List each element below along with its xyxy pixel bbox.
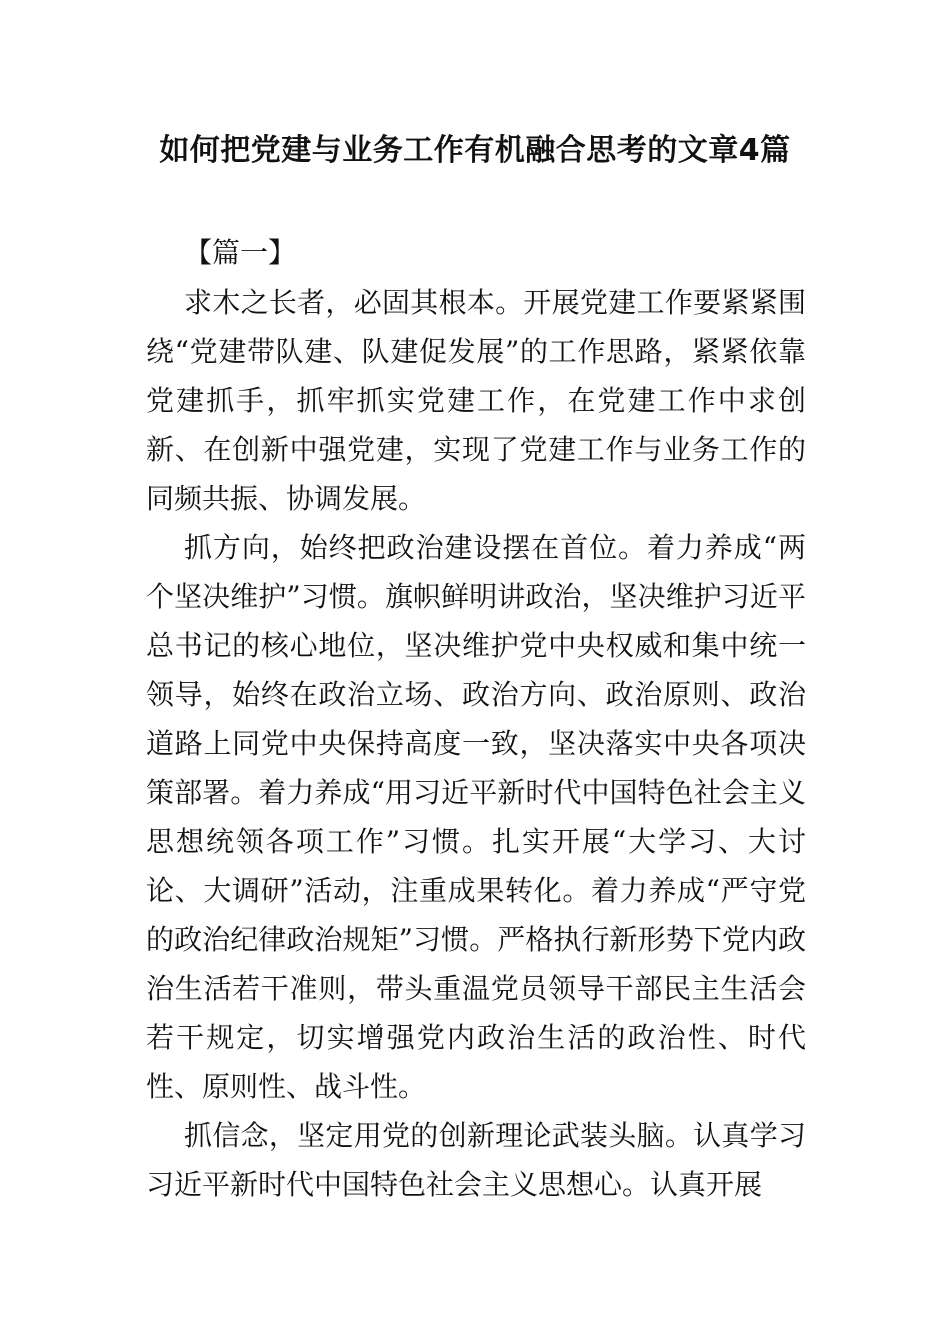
document-title: 如何把党建与业务工作有机融合思考的文章4篇	[159, 133, 791, 168]
document-body	[146, 228, 806, 1209]
paragraph-2: 抓方向，始终把政治建设摆在首位。着力养成“两个坚决维护”习惯。旗帜鲜明讲政治，坚决维护习近平总书记的核心地位，坚决维护党中央权威和集中统一领导，始终在政治立场、政治方向、政治原则、政治道路上同党中央保持高度一致，坚决落实中央各项决策部署。着力养成“用习近平新时代中国特色社会主义思想统领各项工作”习惯。扎实开展“大学习、大讨论、大调研”活动，注重成果转化。着力养成“严守党的政治纪律政治规矩”习惯。严格执行新形势下党内政治生活若干准则，带头重温党员领导干部民主生活会若干规定，切实增强党内政治生活的政治性、时代性、原则性、战斗性。	[146, 531, 806, 1103]
paragraph-1: 求木之长者，必固其根本。开展党建工作要紧紧围绕“党建带队建、队建促发展”的工作思路，紧紧依靠党建抓手，抓牢抓实党建工作，在党建工作中求创新、在创新中强党建，实现了党建工作与业务工作的同频共振、协调发展。	[146, 286, 806, 515]
section-label: 【篇一】	[184, 236, 297, 269]
paragraph-3: 抓信念，坚定用党的创新理论武装头脑。认真学习习近平新时代中国特色社会主义思想心。认真开展	[146, 1119, 806, 1201]
